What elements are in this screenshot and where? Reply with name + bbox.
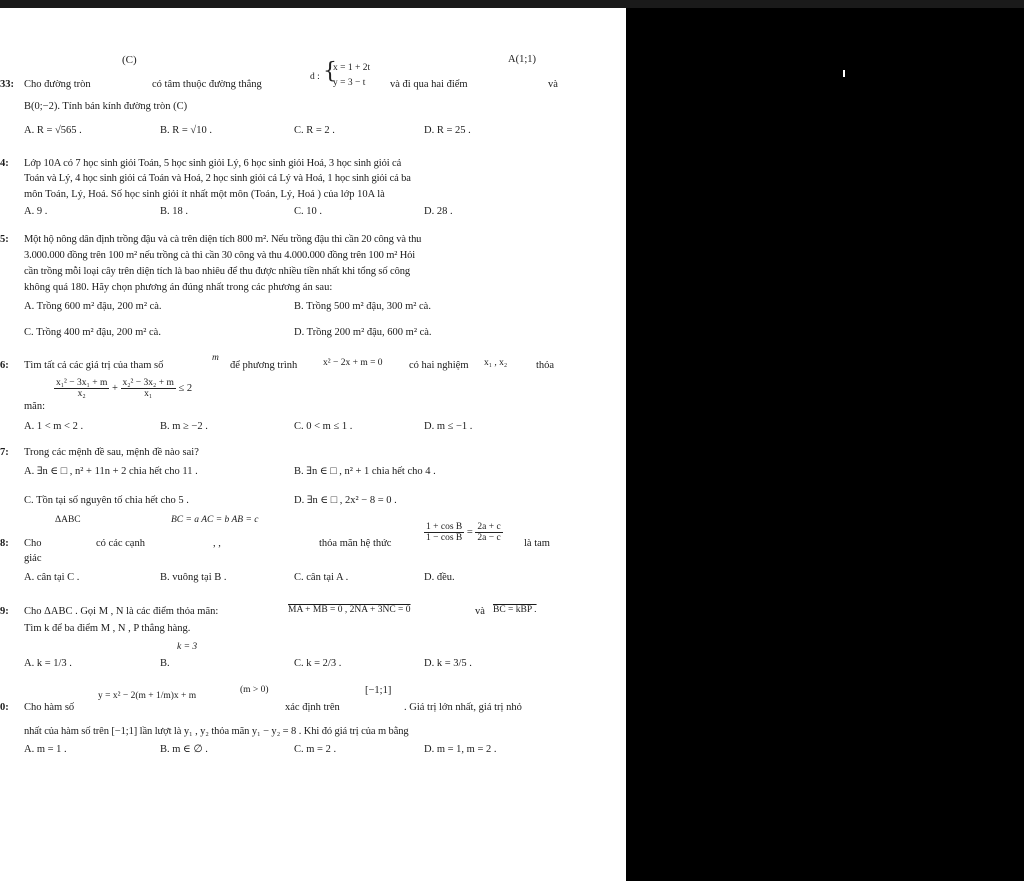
triangle-sides: BC = a AC = b AB = c	[171, 515, 259, 525]
question-35-option-c[interactable]: C. Trồng 400 m² đậu, 200 m² cà.	[24, 327, 161, 338]
inequality-rhs: ≤ 2	[178, 382, 193, 394]
fraction-1	[54, 378, 109, 399]
question-35-line-3: cần trồng mỗi loại cây trên diện tích là bao nhiêu để thu được nhiều tiền nhất khi tổng số công	[24, 266, 411, 277]
circle-c-label: (C)	[122, 54, 137, 66]
question-34-option-d[interactable]: D. 28 .	[424, 206, 453, 217]
question-33-option-d[interactable]: D. R = 25 .	[424, 125, 471, 136]
function-condition: (m > 0)	[240, 685, 269, 695]
question-36-thoa: thỏa	[536, 360, 555, 371]
question-33-line-2: B(0;−2). Tính bán kính đường tròn (C)	[24, 101, 188, 112]
question-37-option-d[interactable]: D. ∃n ∈ □ , 2x² − 8 = 0 .	[294, 495, 397, 506]
fraction-2	[121, 378, 176, 399]
question-39-option-b[interactable]: B.	[160, 658, 170, 669]
question-36-option-a[interactable]: A. 1 < m < 2 .	[24, 421, 84, 432]
question-34-line-3: môn Toán, Lý, Hoá. Số học sinh giỏi ít nhất một môn (Toán, Lý, Hoá ) của lớp 10A là	[24, 189, 385, 200]
question-36-option-b[interactable]: B. m ≥ −2 .	[160, 421, 208, 432]
question-33-va: và	[548, 79, 558, 90]
fraction-1-denominator: x₂	[77, 389, 86, 399]
question-38-text-1: có các cạnh	[96, 538, 145, 549]
question-36-option-d[interactable]: D. m ≤ −1 .	[424, 421, 473, 432]
question-40-option-b[interactable]: B. m ∈ ∅ .	[160, 744, 208, 755]
question-34-line-1: Lớp 10A có 7 học sinh giỏi Toán, 5 học sinh giỏi Lý, 6 học sinh giỏi Hoá, 3 học sinh giỏi cả	[24, 158, 402, 169]
question-36-text-2: để phương trình	[230, 360, 298, 371]
question-38-number: 8:	[0, 538, 9, 549]
question-35-line-2: 3.000.000 đồng trên 100 m² nếu trồng cà thì cần 30 công và thu 4.000.000 đồng trên 100 m² Hỏi	[24, 250, 415, 261]
question-38-giac: giác	[24, 553, 42, 564]
question-35-option-b[interactable]: B. Trồng 500 m² đậu, 300 m² cà.	[294, 301, 431, 312]
triangle-label: ΔABC	[55, 515, 81, 525]
question-40-text-2: xác định trên	[285, 702, 340, 713]
fraction-1-numerator: x₁² − 3x₁ + m	[56, 378, 108, 388]
question-35-number: 5:	[0, 234, 9, 245]
condition-inequality: $\frac{\text{x₁² − 3x₁ + m}}{\text{x₂}}$ + $\frac{\text{x₂² − 3x₂ + m}}{\text{x₁}}$ ≤ 2	[56, 378, 193, 399]
document-page	[0, 8, 626, 881]
question-35-line-4: không quá 180. Hãy chọn phương án đúng nhất trong các phương án sau:	[24, 282, 333, 293]
question-35-option-a[interactable]: A. Trồng 600 m² đậu, 200 m² cà.	[24, 301, 162, 312]
question-40-text-3: . Giá trị lớn nhất, giá trị nhỏ	[404, 702, 522, 713]
question-39-option-d[interactable]: D. k = 3/5 .	[424, 658, 472, 669]
fraction-2-numerator: x₂² − 3x₂ + m	[122, 378, 174, 388]
question-33-option-a[interactable]: A. R = √565 .	[24, 125, 82, 136]
quadratic-equation: x² − 2x + m = 0	[323, 358, 383, 368]
param-eq-2: y = 3 − t	[333, 78, 366, 88]
system-brace: {	[323, 59, 337, 84]
question-37-option-a[interactable]: A. ∃n ∈ □ , n² + 11n + 2 chia hết cho 11 .	[24, 466, 198, 477]
fraction-sides-denominator: 2a − c	[477, 533, 501, 543]
question-36-man: mãn:	[24, 401, 45, 412]
question-38-cho: Cho	[24, 538, 42, 549]
question-38-option-d[interactable]: D. đều.	[424, 572, 455, 583]
fraction-sides	[475, 522, 502, 543]
vector-conditions: MA + MB = 0 , 2NA + 3NC = 0	[288, 605, 411, 615]
mouse-cursor-icon	[843, 70, 845, 77]
question-33-option-c[interactable]: C. R = 2 .	[294, 125, 335, 136]
question-36-option-c[interactable]: C. 0 < m ≤ 1 .	[294, 421, 353, 432]
question-37-option-c[interactable]: C. Tồn tại số nguyên tố chia hết cho 5 .	[24, 495, 189, 506]
question-38-text-2: thỏa mãn hệ thức	[319, 538, 392, 549]
fraction-cos	[424, 522, 464, 543]
question-34-option-a[interactable]: A. 9 .	[24, 206, 48, 217]
question-35-option-d[interactable]: D. Trồng 200 m² đậu, 600 m² cà.	[294, 327, 432, 338]
point-a-label: A(1;1)	[508, 54, 536, 65]
top-bar	[0, 0, 1024, 8]
question-38-option-a[interactable]: A. cân tại C .	[24, 572, 80, 583]
question-36-text-1: Tìm tất cả các giá trị của tham số	[24, 360, 164, 371]
question-39-va: và	[475, 606, 485, 617]
param-m: m	[212, 353, 219, 363]
question-33-text-1: Cho đường tròn	[24, 79, 91, 90]
k-equals-3: k = 3	[177, 642, 198, 652]
line-d-label: d :	[310, 72, 320, 82]
fraction-cos-denominator: 1 − cos B	[426, 533, 463, 543]
question-39-number: 9:	[0, 606, 9, 617]
identity-equation: $\frac{\text{1 + cos B}}{\text{1 − cos B}}$ = $\frac{2a + c}{2a - c}$	[426, 522, 501, 543]
question-39-option-c[interactable]: C. k = 2/3 .	[294, 658, 342, 669]
question-39-line-2: Tìm k để ba điểm M , N , P thẳng hàng.	[24, 623, 191, 634]
question-34-number: 4:	[0, 158, 9, 169]
function-definition: y = x² − 2(m + 1/m)x + m	[98, 691, 197, 701]
question-40-option-c[interactable]: C. m = 2 .	[294, 744, 337, 755]
vector-bc-bp: BC = kBP .	[493, 605, 537, 615]
question-38-commas: , ,	[213, 538, 221, 549]
question-39-option-a[interactable]: A. k = 1/3 .	[24, 658, 72, 669]
question-33-number: 33:	[0, 79, 14, 90]
question-33-text-3: và đi qua hai điểm	[390, 79, 468, 90]
question-35-line-1: Một hộ nông dân định trồng đậu và cà trên diện tích 800 m². Nếu trồng đậu thì cần 20 công và thu	[24, 234, 422, 245]
question-38-option-b[interactable]: B. vuông tại B .	[160, 572, 227, 583]
fraction-cos-numerator: 1 + cos B	[426, 522, 463, 532]
fraction-sides-numerator: 2a + c	[477, 522, 501, 532]
question-36-text-3: có hai nghiệm	[409, 360, 469, 371]
question-40-number: 0:	[0, 702, 9, 713]
question-36-number: 6:	[0, 360, 9, 371]
question-39-text-1: Cho ΔABC . Gọi M , N là các điểm thỏa mãn:	[24, 606, 219, 617]
question-34-line-2: Toán và Lý, 4 học sinh giỏi cả Toán và Hoá, 2 học sinh giỏi cả Lý và Hoá, 1 học sinh giỏi cả ba	[24, 173, 411, 184]
question-40-option-a[interactable]: A. m = 1 .	[24, 744, 67, 755]
question-33-text-2: có tâm thuộc đường thẳng	[152, 79, 262, 90]
domain-interval: [−1;1]	[365, 685, 392, 696]
question-37-number: 7:	[0, 447, 9, 458]
question-38-tail: là tam	[524, 538, 550, 549]
question-40-text-1: Cho hàm số	[24, 702, 75, 713]
right-black-pane	[626, 8, 1024, 881]
question-40-line-2: nhất của hàm số trên [−1;1] lần lượt là y₁ , y₂ thỏa mãn y₁ − y₂ = 8 . Khi đó giá trị của m bằng	[24, 726, 409, 737]
question-37-text: Trong các mệnh đề sau, mệnh đề nào sai?	[24, 447, 199, 458]
roots-label: x₁ , x₂	[484, 358, 508, 368]
question-37-option-b[interactable]: B. ∃n ∈ □ , n² + 1 chia hết cho 4 .	[294, 466, 436, 477]
fraction-2-denominator: x₁	[144, 389, 153, 399]
question-38-option-c[interactable]: C. cân tại A .	[294, 572, 349, 583]
question-34-option-c[interactable]: C. 10 .	[294, 206, 323, 217]
param-eq-1: x = 1 + 2t	[333, 63, 371, 73]
question-40-option-d[interactable]: D. m = 1, m = 2 .	[424, 744, 497, 755]
question-34-option-b[interactable]: B. 18 .	[160, 206, 189, 217]
question-33-option-b[interactable]: B. R = √10 .	[160, 125, 212, 136]
